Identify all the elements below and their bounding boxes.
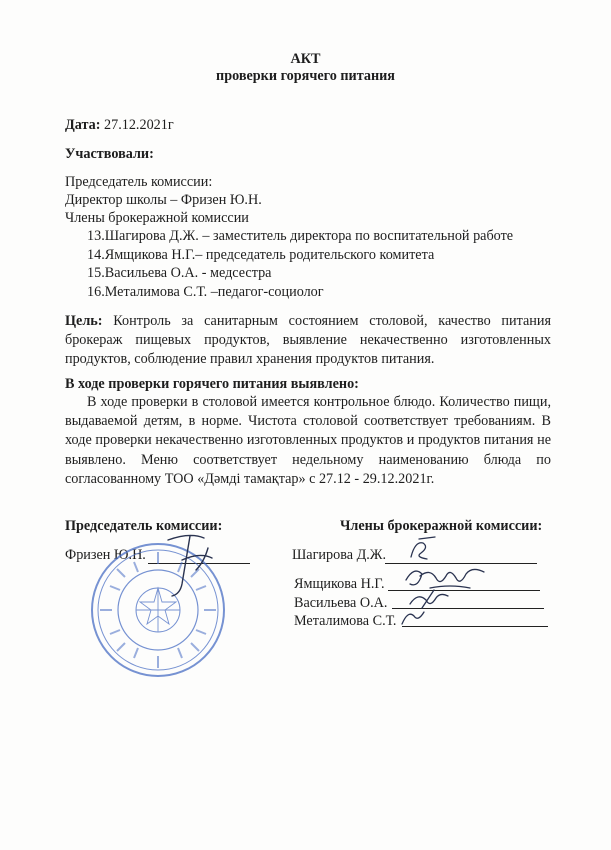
signature-chair-heading: Председатель комиссии: (65, 518, 223, 534)
date-line (65, 116, 174, 134)
date-value: 27.12.2021г (104, 117, 174, 133)
member-item: 16.Металимова С.Т. –педагог-социолог (87, 283, 324, 300)
signature-member-name: Шагирова Д.Ж. (292, 547, 387, 563)
member-item: 14.Ямщикова Н.Г.– председатель родительского комитета (87, 246, 435, 263)
signature-member-name: Васильева О.А. (294, 595, 388, 611)
date-label: Дата: (65, 117, 101, 133)
chair-heading: Председатель комиссии: (65, 174, 213, 190)
document-title: АКТ (290, 51, 321, 67)
chair-line: Директор школы – Фризен Ю.Н. (65, 192, 262, 208)
findings-text: В ходе проверки в столовой имеется контрольное блюдо. Количество пищи, выдаваемой детям, в норме. Чистота столовой соответствует требованиям. В ходе проверки некачественно изготовленных продуктов и продуктов питания не выявлено. Меню соответствует недельному наименованию блюда по согласованному ТОО «Дәмді тамақтар» с 27.12 - 29.12.2021г. (65, 394, 551, 487)
participants-heading: Участвовали: (65, 146, 154, 162)
member-item: 15.Васильева О.А. - медсестра (87, 265, 272, 281)
signature-member-name: Ямщикова Н.Г. (294, 576, 385, 592)
goal-label: Цель: (65, 313, 103, 329)
goal-paragraph (65, 312, 551, 369)
signature-member-mark (398, 606, 428, 630)
document-subtitle: проверки горячего питания (216, 68, 395, 84)
member-item: 13.Шагирова Д.Ж. – заместитель директора по воспитательной работе (87, 228, 514, 244)
signature-chair-name: Фризен Ю.Н. (65, 547, 146, 563)
signature-member-name: Металимова С.Т. (294, 613, 397, 629)
signature-member-mark (405, 535, 445, 565)
goal-text: Контроль за санитарным состоянием столовой, качество питания брокераж пищевых продуктов, выявление некачественно изготовленных продуктов, соблюдение правил хранения продуктов питания. (65, 313, 551, 367)
signature-members-heading: Члены брокеражной комиссии: (340, 518, 543, 534)
findings-heading: В ходе проверки горячего питания выявлено: (65, 376, 359, 392)
member-list (87, 227, 513, 301)
members-heading: Члены брокеражной комиссии (65, 210, 249, 226)
signature-chair-mark (160, 530, 220, 600)
